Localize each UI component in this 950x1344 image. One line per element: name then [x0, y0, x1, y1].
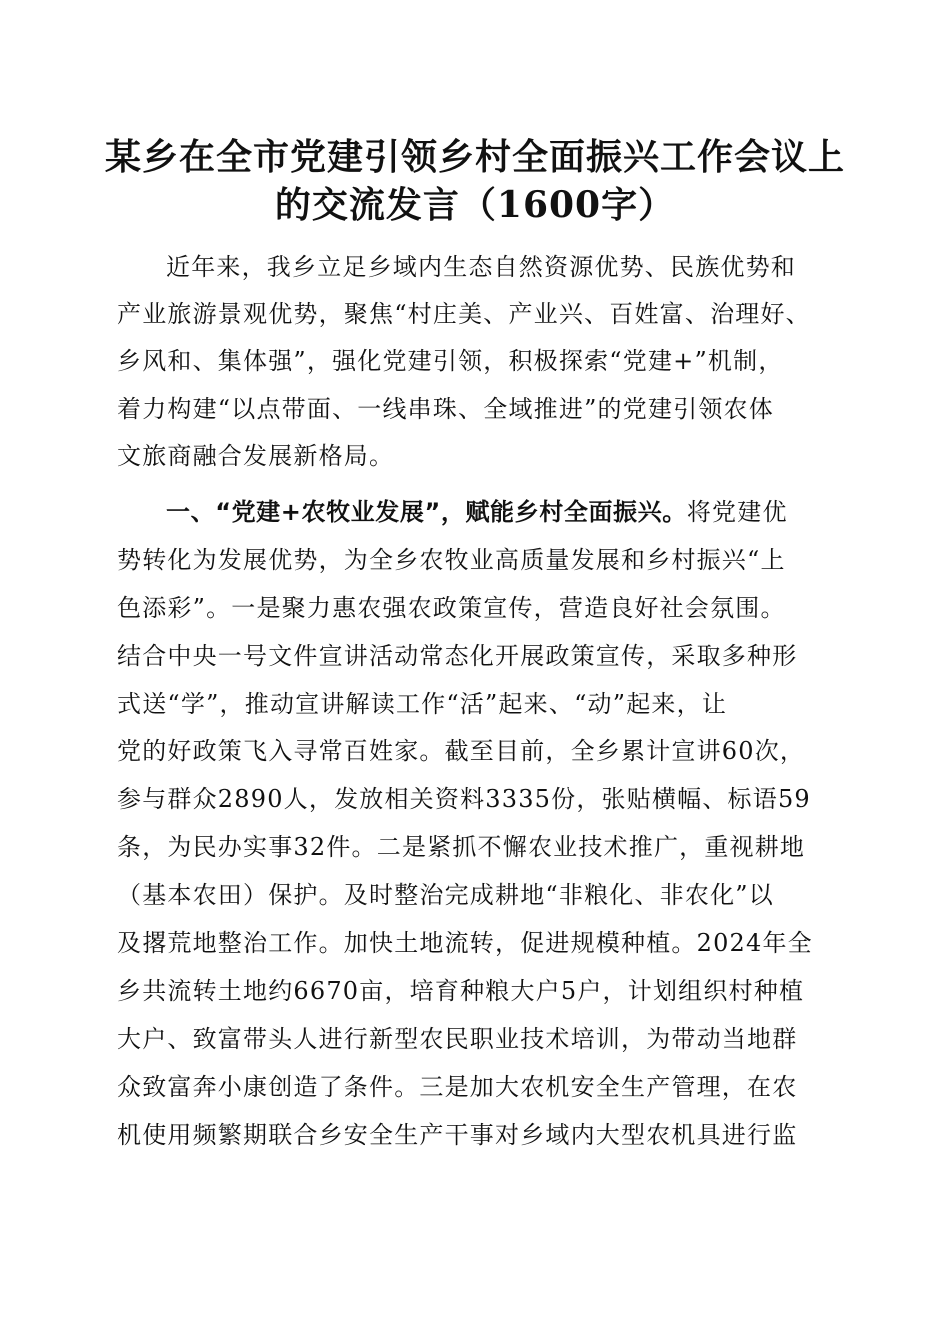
- body-line: 及撂荒地整治工作。加快土地流转，促进规模种植。2024年全: [117, 929, 813, 957]
- intro-line: 产业旅游景观优势，聚焦“村庄美、产业兴、百姓富、治理好、: [117, 300, 811, 328]
- body-line: 条，为民办实事32件。二是紧抓不懈农业技术推广，重视耕地: [117, 833, 806, 861]
- document-title-line-1: 某乡在全市党建引领乡村全面振兴工作会议上: [104, 136, 845, 178]
- intro-line: 文旅商融合发展新格局。: [117, 442, 395, 470]
- section-1-first-line-rest: 将党建优: [686, 498, 788, 526]
- body-line: 色添彩”。一是聚力惠农强农政策宣传，营造良好社会氛围。: [117, 594, 786, 622]
- section-1-heading: 一、“党建+农牧业发展”，赋能乡村全面振兴。: [166, 498, 687, 526]
- body-line: 党的好政策飞入寻常百姓家。截至目前，全乡累计宣讲60次，: [117, 737, 806, 765]
- intro-line: 乡风和、集体强”，强化党建引领，积极探索“党建+”机制，: [117, 347, 784, 375]
- document-title-line-2: 的交流发言（1600字）: [274, 184, 676, 226]
- section-1-first-line: [166, 496, 788, 528]
- body-line: 结合中央一号文件宣讲活动常态化开展政策宣传，采取多种形: [117, 642, 798, 670]
- body-line: 大户、致富带头人进行新型农民职业技术培训，为带动当地群: [117, 1025, 798, 1053]
- body-line: 势转化为发展优势，为全乡农牧业高质量发展和乡村振兴“上: [117, 546, 786, 574]
- body-line: 式送“学”，推动宣讲解读工作“活”起来、“动”起来，让: [117, 690, 728, 718]
- body-line: 参与群众2890人，发放相关资料3335份，张贴横幅、标语59: [117, 785, 811, 813]
- intro-line: 着力构建“以点带面、一线串珠、全域推进”的党建引领农体: [117, 395, 774, 423]
- intro-line: 近年来，我乡立足乡域内生态自然资源优势、民族优势和: [166, 253, 796, 281]
- body-line: （基本农田）保护。及时整治完成耕地“非粮化、非农化”以: [117, 881, 774, 909]
- body-line: 机使用频繁期联合乡安全生产干事对乡域内大型农机具进行监: [117, 1121, 798, 1149]
- body-line: 乡共流转土地约6670亩，培育种粮大户5户，计划组织村种植: [117, 977, 805, 1005]
- body-line: 众致富奔小康创造了条件。三是加大农机安全生产管理，在农: [117, 1073, 798, 1101]
